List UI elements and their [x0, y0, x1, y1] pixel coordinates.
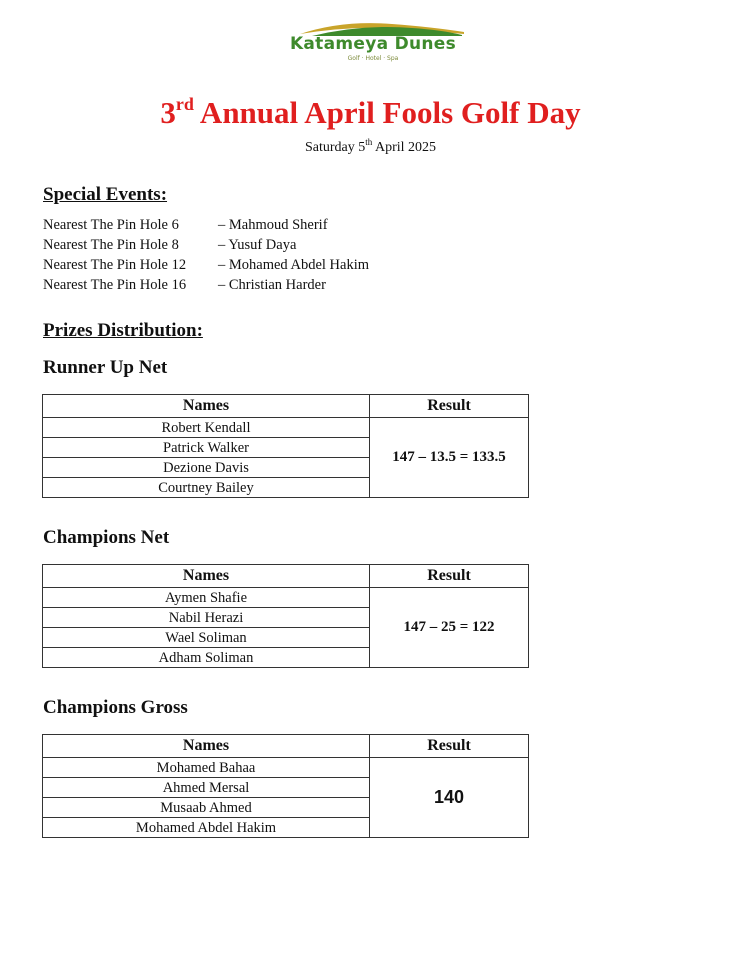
player-name: Mohamed Bahaa: [43, 758, 370, 778]
table-row: [43, 418, 529, 438]
title-ordinal-suffix: rd: [175, 94, 194, 114]
player-name: Ahmed Mersal: [43, 778, 370, 798]
player-name: Adham Soliman: [43, 648, 370, 668]
player-name: Robert Kendall: [43, 418, 370, 438]
names-column-header: Names: [43, 395, 370, 418]
result-column-header: Result: [370, 395, 529, 418]
champions-gross-title: Champions Gross: [43, 697, 188, 718]
special-event-item: [43, 215, 369, 235]
champions-gross-table: [42, 734, 529, 838]
special-events-list: [43, 215, 369, 295]
logo: [272, 18, 472, 64]
names-column-header: Names: [43, 735, 370, 758]
event-label: Nearest The Pin Hole 8: [43, 237, 179, 253]
logo-tagline: Golf · Hotel · Spa: [347, 55, 399, 62]
player-name: Patrick Walker: [43, 438, 370, 458]
table-header-row: [43, 395, 529, 418]
result-value: 147 – 13.5 = 133.5: [370, 418, 529, 498]
runner-up-net-table: [42, 394, 529, 498]
title-number: 3: [160, 95, 176, 130]
date-rest: April 2025: [372, 140, 437, 155]
title-text: Annual April Fools Golf Day: [193, 95, 581, 130]
special-events-heading: Special Events:: [43, 184, 168, 205]
logo-name: Katameya Dunes: [289, 34, 457, 54]
event-winner: – Christian Harder: [218, 277, 326, 293]
table-row: [43, 588, 529, 608]
result-column-header: Result: [370, 735, 529, 758]
date-prefix: Saturday 5: [304, 140, 366, 155]
event-winner: – Yusuf Daya: [218, 237, 297, 253]
champions-net-title: Champions Net: [43, 527, 170, 548]
event-label: Nearest The Pin Hole 16: [43, 277, 187, 293]
champions-net-table: [42, 564, 529, 668]
special-event-item: [43, 275, 369, 295]
result-column-header: Result: [370, 565, 529, 588]
result-value: 147 – 25 = 122: [370, 588, 529, 668]
event-date: [0, 137, 741, 156]
player-name: Musaab Ahmed: [43, 798, 370, 818]
event-label: Nearest The Pin Hole 6: [43, 217, 179, 233]
player-name: Mohamed Abdel Hakim: [43, 818, 370, 838]
special-event-item: [43, 235, 369, 255]
names-column-header: Names: [43, 565, 370, 588]
event-label: Nearest The Pin Hole 12: [43, 257, 187, 273]
result-value: 140: [370, 758, 529, 838]
event-winner: – Mohamed Abdel Hakim: [218, 257, 370, 273]
prizes-heading: Prizes Distribution:: [43, 320, 203, 341]
event-winner: – Mahmoud Sherif: [218, 217, 328, 233]
table-header-row: [43, 565, 529, 588]
date-ordinal-suffix: th: [365, 137, 373, 147]
player-name: Nabil Herazi: [43, 608, 370, 628]
player-name: Wael Soliman: [43, 628, 370, 648]
runner-up-net-title: Runner Up Net: [43, 357, 168, 378]
table-header-row: [43, 735, 529, 758]
player-name: Aymen Shafie: [43, 588, 370, 608]
page-title: [0, 95, 741, 131]
player-name: Dezione Davis: [43, 458, 370, 478]
special-event-item: [43, 255, 369, 275]
table-row: [43, 758, 529, 778]
player-name: Courtney Bailey: [43, 478, 370, 498]
